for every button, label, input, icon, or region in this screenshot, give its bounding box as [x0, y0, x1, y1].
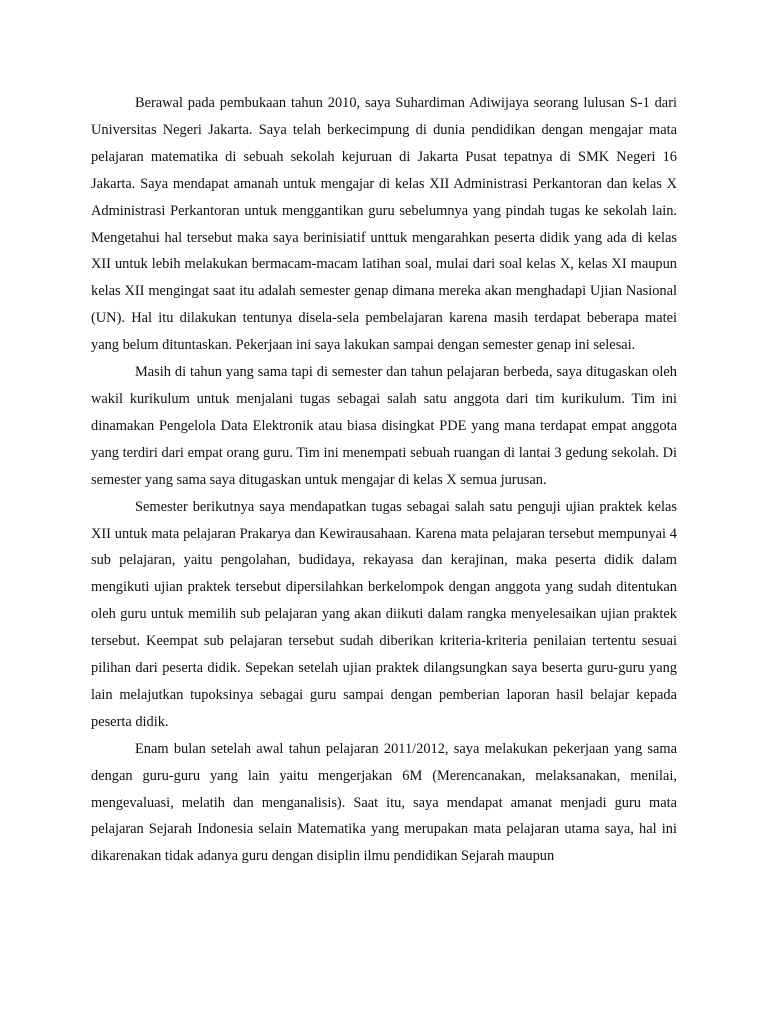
paragraph-1: Berawal pada pembukaan tahun 2010, saya Suhardiman Adiwijaya seorang lulusan S-1 dari Universitas Negeri Jakarta. Saya telah berkecimpung di dunia pendidikan dengan mengajar mata pelajaran matematika di sebuah sekolah kejuruan di Jakarta Pusat tepatnya di SMK Negeri 16 Jakarta. Saya mendapat amanah untuk mengajar di kelas XII Administrasi Perkantoran dan kelas X Administrasi Perkantoran untuk menggantikan guru sebelumnya yang pindah tugas ke sekolah lain. Mengetahui hal tersebut maka saya berinisiatif unttuk mengarahkan peserta didik yang ada di kelas XII untuk lebih melakukan bermacam-macam latihan soal, mulai dari soal kelas X, kelas XI maupun kelas XII mengingat saat itu adalah semester genap dimana mereka akan menghadapi Ujian Nasional (UN). Hal itu dilakukan tentunya disela-sela pembelajaran karena masih terdapat beberapa matei yang belum dituntaskan. Pekerjaan ini saya lakukan sampai dengan semester genap ini selesai. — [91, 95, 677, 354]
paragraph-4: Enam bulan setelah awal tahun pelajaran 2011/2012, saya melakukan pekerjaan yang sama dengan guru-guru yang lain yaitu mengerjakan 6M (Merencanakan, melaksanakan, menilai, mengevaluasi, melatih dan menganalisis). Saat itu, saya mendapat amanat menjadi guru mata pelajaran Sejarah Indonesia selain Matematika yang merupakan mata pelajaran utama saya, hal ini dikarenakan tidak adanya guru dengan disiplin ilmu pendidikan Sejarah maupun — [91, 740, 677, 865]
document-page — [91, 90, 677, 870]
paragraph-3: Semester berikutnya saya mendapatkan tugas sebagai salah satu penguji ujian praktek kelas XII untuk mata pelajaran Prakarya dan Kewirausahaan. Karena mata pelajaran tersebut mempunyai 4 sub pelajaran, yaitu pengolahan, budidaya, rekayasa dan kerajinan, maka peserta didik dalam mengikuti ujian praktek tersebut dipersilahkan berkelompok dengan anggota yang sudah ditentukan oleh guru untuk memilih sub pelajaran yang akan diikuti dalam rangka menyelesaikan ujian praktek tersebut. Keempat sub pelajaran tersebut sudah diberikan kriteria-kriteria penilaian tertentu sesuai pilihan dari peserta didik. Sepekan setelah ujian praktek dilangsungkan saya beserta guru-guru yang lain melajutkan tupoksinya sebagai guru sampai dengan pemberian laporan hasil belajar kepada peserta didik. — [91, 498, 677, 730]
paragraph-2: Masih di tahun yang sama tapi di semester dan tahun pelajaran berbeda, saya ditugaskan oleh wakil kurikulum untuk menjalani tugas sebagai salah satu anggota dari tim kurikulum. Tim ini dinamakan Pengelola Data Elektronik atau biasa disingkat PDE yang mana terdapat empat anggota yang terdiri dari empat orang guru. Tim ini menempati sebuah ruangan di lantai 3 gedung sekolah. Di semester yang sama saya ditugaskan untuk mengajar di kelas X semua jurusan. — [91, 364, 677, 488]
